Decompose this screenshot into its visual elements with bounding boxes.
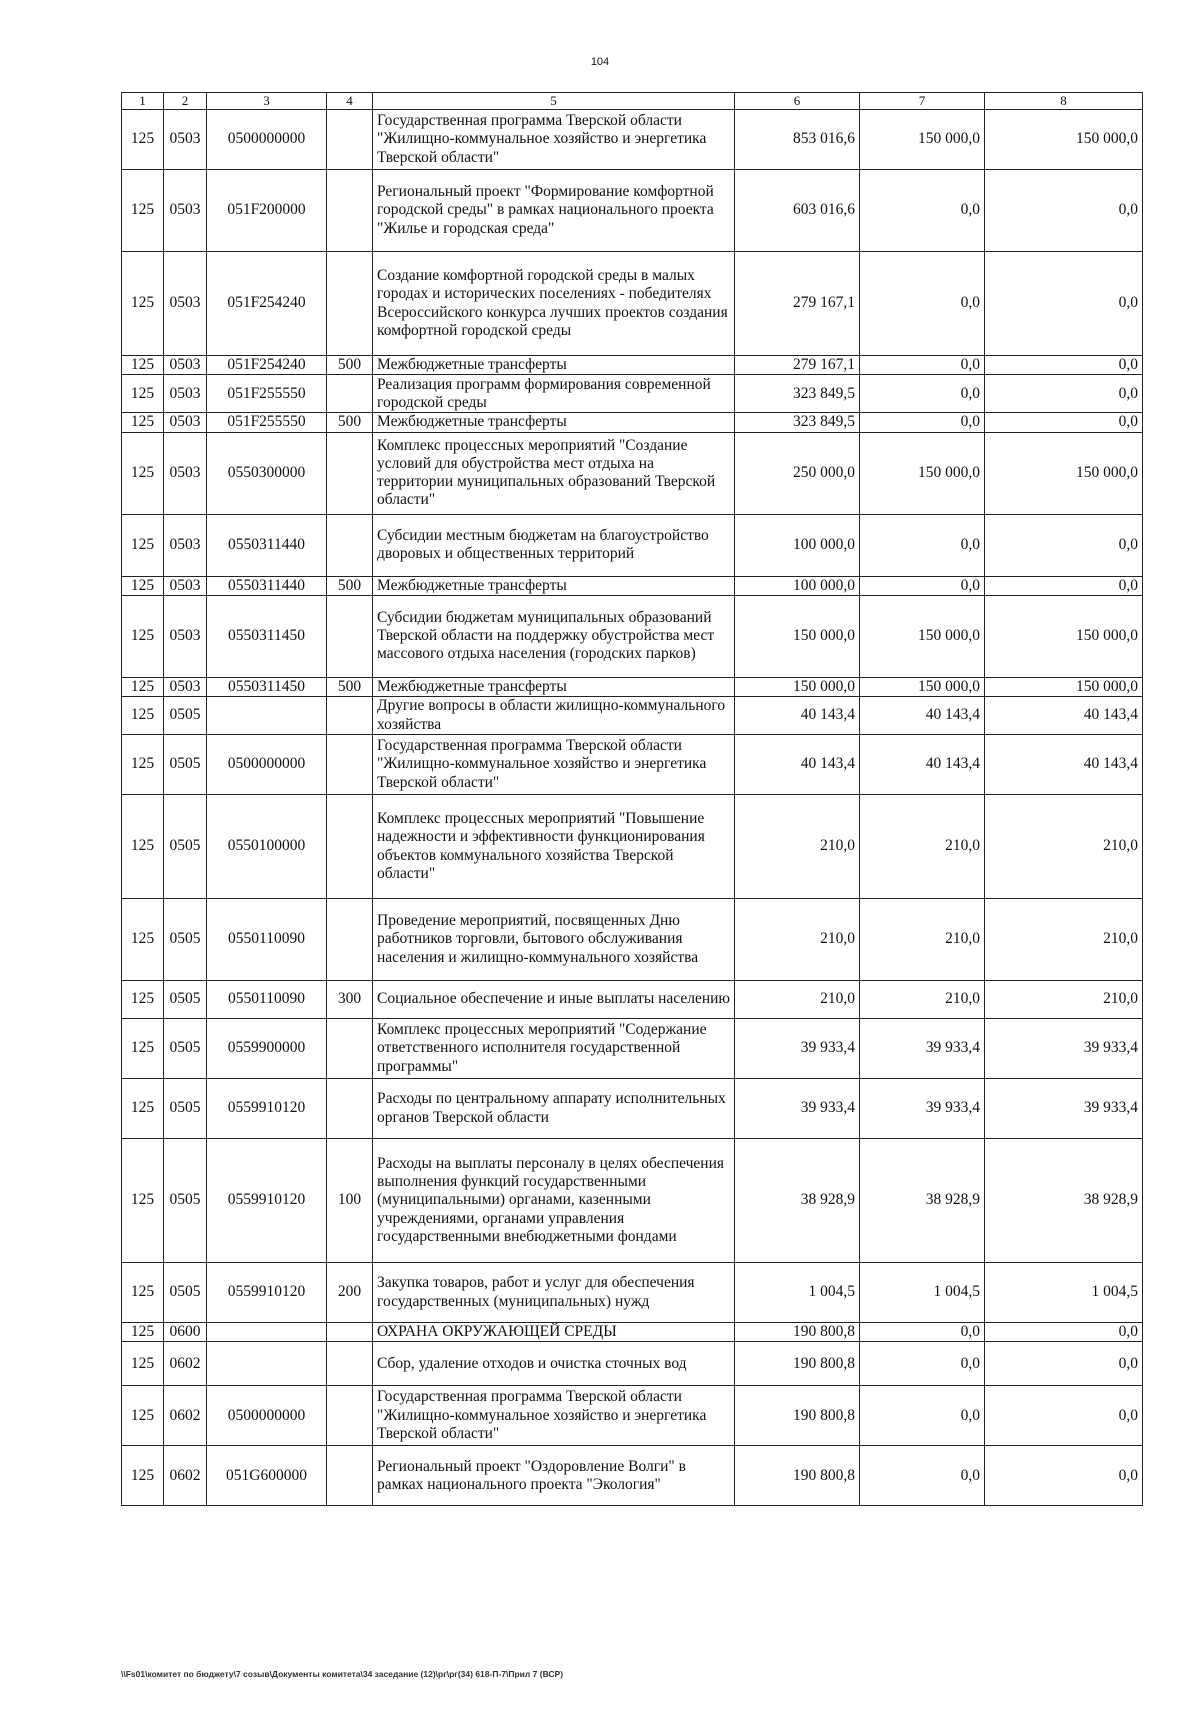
cell-amount-col8: 210,0 (985, 899, 1143, 981)
cell-section-code: 0503 (164, 576, 207, 595)
cell-amount-col6: 150 000,0 (735, 677, 860, 696)
cell-amount-col8: 0,0 (985, 170, 1143, 252)
table-row (122, 356, 1143, 375)
cell-expense-type (327, 110, 373, 170)
cell-admin-code: 125 (122, 1386, 164, 1446)
cell-expense-type: 300 (327, 981, 373, 1019)
cell-name: Создание комфортной городской среды в малых городах и исторических поселениях - победителях Всероссийского конкурса лучших проектов создания комфортной городской среды (373, 252, 735, 356)
header-cell: 8 (985, 93, 1143, 110)
cell-amount-col6: 853 016,6 (735, 110, 860, 170)
cell-amount-col6: 190 800,8 (735, 1342, 860, 1386)
cell-target-code (207, 697, 327, 735)
table-body (122, 110, 1143, 1506)
cell-admin-code: 125 (122, 413, 164, 432)
cell-name: Комплекс процессных мероприятий "Повышение надежности и эффективности функционирования объектов коммунального хозяйства Тверской области" (373, 795, 735, 899)
cell-section-code: 0503 (164, 514, 207, 576)
cell-amount-col7: 150 000,0 (860, 677, 985, 696)
cell-name: Региональный проект "Оздоровление Волги" в рамках национального проекта "Экология" (373, 1446, 735, 1506)
cell-amount-col6: 323 849,5 (735, 375, 860, 413)
cell-expense-type (327, 595, 373, 677)
cell-name: Субсидии местным бюджетам на благоустройство дворовых и общественных территорий (373, 514, 735, 576)
cell-expense-type (327, 899, 373, 981)
cell-name: ОХРАНА ОКРУЖАЮЩЕЙ СРЕДЫ (373, 1323, 735, 1342)
cell-section-code: 0503 (164, 595, 207, 677)
header-cell: 3 (207, 93, 327, 110)
cell-amount-col8: 0,0 (985, 1446, 1143, 1506)
table-row (122, 576, 1143, 595)
cell-section-code: 0505 (164, 1263, 207, 1323)
cell-target-code: 0550311440 (207, 514, 327, 576)
cell-target-code: 051F255550 (207, 375, 327, 413)
cell-amount-col7: 0,0 (860, 1323, 985, 1342)
cell-target-code: 0559910120 (207, 1079, 327, 1139)
table-row (122, 1079, 1143, 1139)
header-row (122, 93, 1143, 110)
table-row (122, 375, 1143, 413)
cell-admin-code: 125 (122, 1139, 164, 1263)
cell-amount-col7: 39 933,4 (860, 1079, 985, 1139)
cell-amount-col7: 38 928,9 (860, 1139, 985, 1263)
cell-name: Реализация программ формирования современной городской среды (373, 375, 735, 413)
cell-expense-type (327, 432, 373, 514)
cell-name: Региональный проект "Формирование комфортной городской среды" в рамках национального проекта "Жилье и городская среда" (373, 170, 735, 252)
cell-target-code: 0500000000 (207, 1386, 327, 1446)
cell-target-code: 0500000000 (207, 735, 327, 795)
table-row (122, 595, 1143, 677)
cell-amount-col8: 0,0 (985, 514, 1143, 576)
cell-expense-type (327, 375, 373, 413)
cell-amount-col8: 0,0 (985, 1386, 1143, 1446)
cell-amount-col6: 1 004,5 (735, 1263, 860, 1323)
cell-target-code (207, 1323, 327, 1342)
cell-expense-type (327, 514, 373, 576)
cell-amount-col8: 0,0 (985, 252, 1143, 356)
cell-amount-col6: 40 143,4 (735, 735, 860, 795)
cell-admin-code: 125 (122, 252, 164, 356)
cell-amount-col8: 39 933,4 (985, 1079, 1143, 1139)
header-cell: 6 (735, 93, 860, 110)
cell-admin-code: 125 (122, 514, 164, 576)
cell-admin-code: 125 (122, 1019, 164, 1079)
header-cell: 4 (327, 93, 373, 110)
cell-admin-code: 125 (122, 595, 164, 677)
cell-amount-col6: 150 000,0 (735, 595, 860, 677)
cell-target-code: 0550110090 (207, 899, 327, 981)
cell-amount-col7: 210,0 (860, 795, 985, 899)
cell-admin-code: 125 (122, 576, 164, 595)
cell-section-code: 0503 (164, 375, 207, 413)
table-row (122, 252, 1143, 356)
cell-name: Комплекс процессных мероприятий "Создание условий для обустройства мест отдыха на территории муниципальных образований Тверской области" (373, 432, 735, 514)
cell-amount-col7: 150 000,0 (860, 432, 985, 514)
cell-target-code: 051G600000 (207, 1446, 327, 1506)
cell-admin-code: 125 (122, 432, 164, 514)
header-cell: 1 (122, 93, 164, 110)
cell-amount-col6: 100 000,0 (735, 514, 860, 576)
cell-expense-type (327, 735, 373, 795)
cell-target-code (207, 1342, 327, 1386)
table-row (122, 1019, 1143, 1079)
table-row (122, 413, 1143, 432)
cell-amount-col7: 0,0 (860, 252, 985, 356)
cell-expense-type (327, 170, 373, 252)
cell-admin-code: 125 (122, 735, 164, 795)
cell-name: Комплекс процессных мероприятий "Содержание ответственного исполнителя государственной программы" (373, 1019, 735, 1079)
header-cell: 5 (373, 93, 735, 110)
cell-expense-type (327, 1323, 373, 1342)
table-row (122, 170, 1143, 252)
cell-amount-col8: 40 143,4 (985, 697, 1143, 735)
cell-section-code: 0505 (164, 1019, 207, 1079)
cell-expense-type: 500 (327, 356, 373, 375)
cell-target-code: 0550300000 (207, 432, 327, 514)
cell-expense-type (327, 1386, 373, 1446)
table-row (122, 514, 1143, 576)
cell-expense-type (327, 697, 373, 735)
cell-name: Межбюджетные трансферты (373, 356, 735, 375)
cell-target-code: 0550311450 (207, 677, 327, 696)
cell-amount-col6: 323 849,5 (735, 413, 860, 432)
cell-name: Расходы на выплаты персоналу в целях обеспечения выполнения функций государственными (муниципальными) органами, казенными учреждениями, органами управления государственными внебюджетными фондами (373, 1139, 735, 1263)
cell-section-code: 0505 (164, 899, 207, 981)
cell-amount-col8: 150 000,0 (985, 110, 1143, 170)
cell-target-code: 0559910120 (207, 1263, 327, 1323)
cell-amount-col8: 0,0 (985, 356, 1143, 375)
cell-name: Межбюджетные трансферты (373, 413, 735, 432)
cell-admin-code: 125 (122, 1263, 164, 1323)
cell-amount-col7: 0,0 (860, 375, 985, 413)
cell-section-code: 0505 (164, 1139, 207, 1263)
cell-name: Государственная программа Тверской области "Жилищно-коммунальное хозяйство и энергетика Тверской области" (373, 735, 735, 795)
cell-section-code: 0503 (164, 413, 207, 432)
table-row (122, 1323, 1143, 1342)
cell-amount-col7: 0,0 (860, 1446, 985, 1506)
table-row (122, 677, 1143, 696)
page-number: 104 (590, 56, 610, 68)
cell-amount-col6: 39 933,4 (735, 1019, 860, 1079)
cell-admin-code: 125 (122, 375, 164, 413)
cell-amount-col8: 150 000,0 (985, 595, 1143, 677)
footer-file-path: \\Fs01\комитет по бюджету\7 созыв\Документы комитета\34 заседание (12)\рг\рг(34) 618-П-7\Прил 7 (ВСР) (121, 1669, 564, 1679)
cell-amount-col6: 100 000,0 (735, 576, 860, 595)
cell-admin-code: 125 (122, 170, 164, 252)
cell-amount-col6: 39 933,4 (735, 1079, 860, 1139)
cell-target-code: 0550110090 (207, 981, 327, 1019)
cell-expense-type: 200 (327, 1263, 373, 1323)
cell-amount-col8: 0,0 (985, 1323, 1143, 1342)
cell-section-code: 0602 (164, 1386, 207, 1446)
cell-name: Расходы по центральному аппарату исполнительных органов Тверской области (373, 1079, 735, 1139)
cell-expense-type: 100 (327, 1139, 373, 1263)
cell-amount-col7: 0,0 (860, 413, 985, 432)
cell-expense-type: 500 (327, 413, 373, 432)
cell-expense-type: 500 (327, 576, 373, 595)
table-row (122, 1263, 1143, 1323)
cell-name: Социальное обеспечение и иные выплаты населению (373, 981, 735, 1019)
budget-table (121, 92, 1143, 1506)
cell-expense-type (327, 795, 373, 899)
cell-admin-code: 125 (122, 356, 164, 375)
table-row (122, 1139, 1143, 1263)
cell-name: Проведение мероприятий, посвященных Дню работников торговли, бытового обслуживания населения и жилищно-коммунального хозяйства (373, 899, 735, 981)
cell-target-code: 0559900000 (207, 1019, 327, 1079)
cell-amount-col6: 190 800,8 (735, 1446, 860, 1506)
cell-admin-code: 125 (122, 1446, 164, 1506)
cell-amount-col6: 190 800,8 (735, 1386, 860, 1446)
cell-target-code: 0500000000 (207, 110, 327, 170)
cell-target-code: 0550100000 (207, 795, 327, 899)
cell-section-code: 0505 (164, 697, 207, 735)
cell-amount-col8: 210,0 (985, 981, 1143, 1019)
cell-amount-col8: 150 000,0 (985, 677, 1143, 696)
cell-admin-code: 125 (122, 677, 164, 696)
cell-admin-code: 125 (122, 1342, 164, 1386)
table-row (122, 1342, 1143, 1386)
cell-admin-code: 125 (122, 795, 164, 899)
cell-name: Межбюджетные трансферты (373, 576, 735, 595)
cell-amount-col6: 38 928,9 (735, 1139, 860, 1263)
cell-amount-col6: 210,0 (735, 899, 860, 981)
cell-amount-col7: 150 000,0 (860, 595, 985, 677)
table-row (122, 110, 1143, 170)
cell-amount-col6: 40 143,4 (735, 697, 860, 735)
cell-amount-col6: 279 167,1 (735, 356, 860, 375)
cell-section-code: 0503 (164, 110, 207, 170)
cell-amount-col8: 40 143,4 (985, 735, 1143, 795)
cell-amount-col8: 39 933,4 (985, 1019, 1143, 1079)
table-row (122, 981, 1143, 1019)
cell-section-code: 0503 (164, 677, 207, 696)
header-cell: 7 (860, 93, 985, 110)
cell-admin-code: 125 (122, 899, 164, 981)
cell-target-code: 051F254240 (207, 356, 327, 375)
header-cell: 2 (164, 93, 207, 110)
cell-amount-col7: 40 143,4 (860, 735, 985, 795)
cell-amount-col7: 210,0 (860, 899, 985, 981)
cell-admin-code: 125 (122, 110, 164, 170)
cell-expense-type (327, 1019, 373, 1079)
cell-name: Межбюджетные трансферты (373, 677, 735, 696)
cell-expense-type (327, 1079, 373, 1139)
cell-expense-type (327, 1446, 373, 1506)
cell-name: Закупка товаров, работ и услуг для обеспечения государственных (муниципальных) нужд (373, 1263, 735, 1323)
cell-amount-col8: 210,0 (985, 795, 1143, 899)
cell-target-code: 0559910120 (207, 1139, 327, 1263)
cell-name: Сбор, удаление отходов и очистка сточных вод (373, 1342, 735, 1386)
cell-amount-col7: 1 004,5 (860, 1263, 985, 1323)
cell-amount-col7: 0,0 (860, 576, 985, 595)
cell-amount-col7: 150 000,0 (860, 110, 985, 170)
cell-admin-code: 125 (122, 1079, 164, 1139)
cell-amount-col6: 210,0 (735, 795, 860, 899)
cell-target-code: 0550311450 (207, 595, 327, 677)
cell-name: Государственная программа Тверской области "Жилищно-коммунальное хозяйство и энергетика Тверской области" (373, 1386, 735, 1446)
cell-admin-code: 125 (122, 981, 164, 1019)
cell-section-code: 0505 (164, 1079, 207, 1139)
cell-expense-type (327, 1342, 373, 1386)
cell-section-code: 0505 (164, 795, 207, 899)
cell-amount-col8: 0,0 (985, 1342, 1143, 1386)
cell-amount-col7: 0,0 (860, 356, 985, 375)
cell-name: Другие вопросы в области жилищно-коммунального хозяйства (373, 697, 735, 735)
cell-amount-col8: 0,0 (985, 576, 1143, 595)
cell-section-code: 0505 (164, 981, 207, 1019)
cell-amount-col7: 0,0 (860, 1342, 985, 1386)
cell-amount-col7: 40 143,4 (860, 697, 985, 735)
table-row (122, 795, 1143, 899)
table-row (122, 1386, 1143, 1446)
cell-target-code: 051F254240 (207, 252, 327, 356)
cell-amount-col6: 190 800,8 (735, 1323, 860, 1342)
table-row (122, 697, 1143, 735)
cell-amount-col8: 0,0 (985, 375, 1143, 413)
cell-expense-type (327, 252, 373, 356)
cell-amount-col7: 0,0 (860, 170, 985, 252)
cell-target-code: 051F200000 (207, 170, 327, 252)
table-row (122, 735, 1143, 795)
cell-amount-col8: 150 000,0 (985, 432, 1143, 514)
table-row (122, 1446, 1143, 1506)
cell-amount-col7: 39 933,4 (860, 1019, 985, 1079)
table-row (122, 899, 1143, 981)
cell-amount-col6: 279 167,1 (735, 252, 860, 356)
cell-target-code: 0550311440 (207, 576, 327, 595)
cell-section-code: 0503 (164, 252, 207, 356)
cell-expense-type: 500 (327, 677, 373, 696)
cell-section-code: 0602 (164, 1342, 207, 1386)
cell-amount-col8: 0,0 (985, 413, 1143, 432)
cell-admin-code: 125 (122, 697, 164, 735)
cell-amount-col7: 0,0 (860, 1386, 985, 1446)
cell-amount-col8: 1 004,5 (985, 1263, 1143, 1323)
cell-section-code: 0503 (164, 432, 207, 514)
cell-amount-col6: 250 000,0 (735, 432, 860, 514)
table-row (122, 432, 1143, 514)
cell-target-code: 051F255550 (207, 413, 327, 432)
cell-section-code: 0505 (164, 735, 207, 795)
cell-amount-col6: 603 016,6 (735, 170, 860, 252)
cell-section-code: 0600 (164, 1323, 207, 1342)
cell-admin-code: 125 (122, 1323, 164, 1342)
cell-amount-col7: 210,0 (860, 981, 985, 1019)
cell-name: Субсидии бюджетам муниципальных образований Тверской области на поддержку обустройства мест массового отдыха населения (городских парков) (373, 595, 735, 677)
cell-section-code: 0503 (164, 170, 207, 252)
cell-name: Государственная программа Тверской области "Жилищно-коммунальное хозяйство и энергетика Тверской области" (373, 110, 735, 170)
cell-amount-col8: 38 928,9 (985, 1139, 1143, 1263)
cell-section-code: 0503 (164, 356, 207, 375)
cell-section-code: 0602 (164, 1446, 207, 1506)
cell-amount-col6: 210,0 (735, 981, 860, 1019)
cell-amount-col7: 0,0 (860, 514, 985, 576)
